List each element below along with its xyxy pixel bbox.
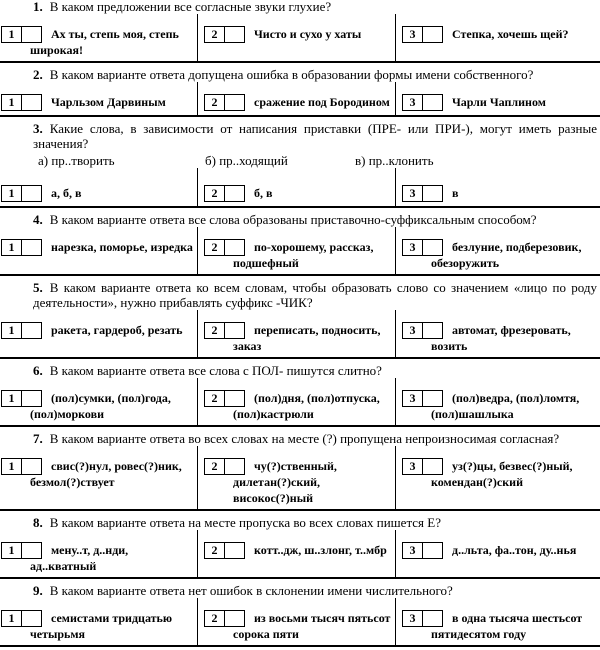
question-number: 1. xyxy=(33,0,43,14)
option-number-box xyxy=(402,610,443,627)
question-block xyxy=(0,583,600,647)
question-number: 3. xyxy=(33,121,43,136)
option-text: из восьми тысяч пятьсот сорока пяти xyxy=(233,611,391,641)
option-text: по-хорошему, рассказ, подшефный xyxy=(233,240,374,270)
option-number-box xyxy=(204,26,245,43)
question-block xyxy=(0,515,600,579)
answer-mark-box[interactable] xyxy=(22,322,42,339)
answer-option xyxy=(197,378,395,425)
option-number-label: 1 xyxy=(1,26,22,43)
question-text-body: В каком варианте ответа на месте пропуска во всех словах пишется Е? xyxy=(49,515,441,530)
answer-option xyxy=(0,530,197,577)
option-number-label: 2 xyxy=(204,542,225,559)
option-number-label: 3 xyxy=(402,239,423,256)
option-number-label: 3 xyxy=(402,185,423,202)
option-number-box xyxy=(204,610,245,627)
answer-option xyxy=(395,82,600,115)
option-text: чу(?)ственный, дилетан(?)ский, високос(?)ный xyxy=(233,459,337,505)
question-block xyxy=(0,280,600,359)
question-text xyxy=(33,363,597,378)
answer-option xyxy=(0,227,197,274)
answer-mark-box[interactable] xyxy=(423,94,443,111)
answer-option xyxy=(395,168,600,206)
answer-option xyxy=(395,378,600,425)
answer-option xyxy=(0,14,197,61)
answer-row xyxy=(0,310,600,357)
option-number-box xyxy=(1,26,42,43)
option-number-box xyxy=(402,239,443,256)
subitem-label: а) пр..творить xyxy=(38,153,115,168)
answer-row xyxy=(0,530,600,577)
question-text xyxy=(33,280,597,310)
option-number-label: 2 xyxy=(204,458,225,475)
answer-option xyxy=(395,227,600,274)
option-number-label: 3 xyxy=(402,26,423,43)
question-number: 7. xyxy=(33,431,43,446)
answer-option xyxy=(395,598,600,645)
answer-mark-box[interactable] xyxy=(225,239,245,256)
option-number-label: 2 xyxy=(204,94,225,111)
question-block xyxy=(0,0,600,63)
option-number-label: 1 xyxy=(1,610,22,627)
answer-mark-box[interactable] xyxy=(225,390,245,407)
option-number-label: 3 xyxy=(402,542,423,559)
answer-option xyxy=(395,310,600,357)
option-number-box xyxy=(402,26,443,43)
answer-mark-box[interactable] xyxy=(423,239,443,256)
answer-row xyxy=(0,378,600,425)
option-number-box xyxy=(204,239,245,256)
answer-mark-box[interactable] xyxy=(225,610,245,627)
option-number-label: 2 xyxy=(204,322,225,339)
question-text xyxy=(33,67,597,82)
option-number-box xyxy=(204,322,245,339)
answer-mark-box[interactable] xyxy=(225,322,245,339)
question-number: 8. xyxy=(33,515,43,530)
option-number-box xyxy=(204,542,245,559)
option-text: д..льта, фа..тон, ду..нья xyxy=(452,543,577,557)
answer-row xyxy=(0,227,600,274)
question-block xyxy=(0,431,600,511)
question-text xyxy=(33,212,597,227)
answer-mark-box[interactable] xyxy=(423,458,443,475)
option-number-box xyxy=(402,390,443,407)
answer-option xyxy=(0,446,197,509)
option-text: уз(?)цы, безвес(?)ный, комендан(?)ский xyxy=(431,459,573,489)
answer-mark-box[interactable] xyxy=(22,390,42,407)
option-text: в xyxy=(452,186,459,200)
question-text-body: В каком варианте ответа допущена ошибка в образовании формы имени собственного? xyxy=(49,67,534,82)
option-number-label: 3 xyxy=(402,322,423,339)
question-text-body: В каком варианте ответа ко всем словам, чтобы образовать слово со значением «лицо по роду деятельности», нужно прибавлять суффикс -ЧИК? xyxy=(33,280,597,310)
option-number-label: 3 xyxy=(402,94,423,111)
subitem-label: в) пр..клонить xyxy=(355,153,434,168)
option-text: (пол)сумки, (пол)года, (пол)моркови xyxy=(30,391,171,421)
answer-row xyxy=(0,168,600,206)
option-number-box xyxy=(402,94,443,111)
answer-mark-box[interactable] xyxy=(22,94,42,111)
option-number-label: 1 xyxy=(1,390,22,407)
answer-mark-box[interactable] xyxy=(423,542,443,559)
option-number-label: 1 xyxy=(1,239,22,256)
option-number-label: 1 xyxy=(1,542,22,559)
answer-option xyxy=(197,598,395,645)
question-subitems xyxy=(38,153,598,168)
question-text-body: В каком варианте ответа все слова образованы приставочно-суффиксальным способом? xyxy=(49,212,537,227)
answer-mark-box[interactable] xyxy=(225,458,245,475)
answer-option xyxy=(197,227,395,274)
option-number-label: 2 xyxy=(204,26,225,43)
question-block xyxy=(0,363,600,427)
question-number: 6. xyxy=(33,363,43,378)
option-text: Ах ты, степь моя, степь широкая! xyxy=(30,27,179,57)
answer-mark-box[interactable] xyxy=(22,26,42,43)
option-number-box xyxy=(1,458,42,475)
option-number-box xyxy=(204,458,245,475)
question-text xyxy=(33,515,597,530)
option-number-label: 1 xyxy=(1,185,22,202)
answer-mark-box[interactable] xyxy=(22,458,42,475)
answer-mark-box[interactable] xyxy=(423,26,443,43)
question-text-body: В каком варианте ответа нет ошибок в склонении имени числительного? xyxy=(49,583,453,598)
option-number-label: 3 xyxy=(402,390,423,407)
answer-mark-box[interactable] xyxy=(22,542,42,559)
question-block xyxy=(0,121,600,208)
question-text-body: Какие слова, в зависимости от написания приставки (ПРЕ- или ПРИ-), могут иметь разные значения? xyxy=(33,121,597,151)
option-number-box xyxy=(1,542,42,559)
question-number: 4. xyxy=(33,212,43,227)
answer-mark-box[interactable] xyxy=(225,185,245,202)
question-text-body: В каком предложении все согласные звуки глухие? xyxy=(49,0,332,14)
option-text: котт..дж, ш..злонг, т..мбр xyxy=(254,543,387,557)
answer-mark-box[interactable] xyxy=(225,26,245,43)
option-text: в одна тысяча шестьсот пятидесятом году xyxy=(431,611,583,641)
option-number-label: 2 xyxy=(204,185,225,202)
answer-option xyxy=(0,310,197,357)
answer-option xyxy=(197,530,395,577)
answer-row xyxy=(0,82,600,115)
question-text xyxy=(33,431,597,446)
answer-option xyxy=(395,14,600,61)
option-number-box xyxy=(402,458,443,475)
question-number: 5. xyxy=(33,280,43,295)
subitem-label: б) пр..ходящий xyxy=(205,153,288,168)
answer-option xyxy=(197,310,395,357)
question-text xyxy=(33,583,597,598)
option-number-box xyxy=(1,239,42,256)
question-block xyxy=(0,212,600,276)
option-number-box xyxy=(1,610,42,627)
option-text: мену..т, д..нди, ад..кватный xyxy=(30,543,129,573)
question-text-body: В каком варианте ответа все слова с ПОЛ- пишутся слитно? xyxy=(49,363,382,378)
option-text: Чарли Чаплином xyxy=(452,95,546,109)
answer-option xyxy=(197,168,395,206)
option-text: семистами тридцатью четырьмя xyxy=(30,611,173,641)
option-number-box xyxy=(1,322,42,339)
option-text: Чисто и сухо у хаты xyxy=(254,27,362,41)
option-text: (пол)ведра, (пол)ломтя, (пол)шашлыка xyxy=(431,391,580,421)
option-number-label: 2 xyxy=(204,610,225,627)
question-block xyxy=(0,67,600,117)
answer-option xyxy=(0,82,197,115)
option-number-box xyxy=(1,185,42,202)
option-number-box xyxy=(402,322,443,339)
option-text: свис(?)нул, ровес(?)ник, безмол(?)ствует xyxy=(30,459,182,489)
option-number-box xyxy=(1,390,42,407)
option-text: сражение под Бородином xyxy=(254,95,390,109)
option-number-label: 1 xyxy=(1,94,22,111)
answer-row xyxy=(0,446,600,509)
answer-mark-box[interactable] xyxy=(423,185,443,202)
option-number-box xyxy=(204,94,245,111)
option-text: Степка, хочешь щей? xyxy=(452,27,569,41)
answer-mark-box[interactable] xyxy=(423,390,443,407)
answer-mark-box[interactable] xyxy=(225,94,245,111)
question-text xyxy=(33,121,597,151)
answer-option xyxy=(0,168,197,206)
answer-mark-box[interactable] xyxy=(423,610,443,627)
question-number: 2. xyxy=(33,67,43,82)
question-text xyxy=(33,0,597,14)
option-number-box xyxy=(1,94,42,111)
option-number-label: 1 xyxy=(1,458,22,475)
answer-option xyxy=(197,446,395,509)
option-number-box xyxy=(204,185,245,202)
answer-row xyxy=(0,598,600,645)
option-number-label: 3 xyxy=(402,458,423,475)
option-number-label: 1 xyxy=(1,322,22,339)
answer-option xyxy=(0,598,197,645)
option-text: ракета, гардероб, резать xyxy=(51,323,183,337)
question-text-body: В каком варианте ответа во всех словах на месте (?) пропущена непроизносимая согласная? xyxy=(49,431,560,446)
option-text: б, в xyxy=(254,186,273,200)
option-text: Чарльзом Дарвиным xyxy=(51,95,166,109)
answer-mark-box[interactable] xyxy=(22,185,42,202)
option-number-label: 3 xyxy=(402,610,423,627)
option-number-label: 2 xyxy=(204,239,225,256)
option-number-box xyxy=(204,390,245,407)
option-number-box xyxy=(402,542,443,559)
answer-mark-box[interactable] xyxy=(22,610,42,627)
answer-option xyxy=(395,530,600,577)
answer-option xyxy=(197,14,395,61)
option-text: а, б, в xyxy=(51,186,82,200)
question-number: 9. xyxy=(33,583,43,598)
option-text: переписать, подносить, заказ xyxy=(233,323,381,353)
answer-mark-box[interactable] xyxy=(22,239,42,256)
option-text: (пол)дня, (пол)отпуска, (пол)кастрюли xyxy=(233,391,380,421)
answer-option xyxy=(0,378,197,425)
option-number-box xyxy=(402,185,443,202)
option-text: нарезка, поморье, изредка xyxy=(51,240,193,254)
answer-option xyxy=(197,82,395,115)
option-text: безлуние, подберезовик, обезоружить xyxy=(431,240,582,270)
option-text: автомат, фрезеровать, возить xyxy=(431,323,571,353)
answer-mark-box[interactable] xyxy=(423,322,443,339)
answer-mark-box[interactable] xyxy=(225,542,245,559)
answer-option xyxy=(395,446,600,509)
option-number-label: 2 xyxy=(204,390,225,407)
answer-row xyxy=(0,14,600,61)
